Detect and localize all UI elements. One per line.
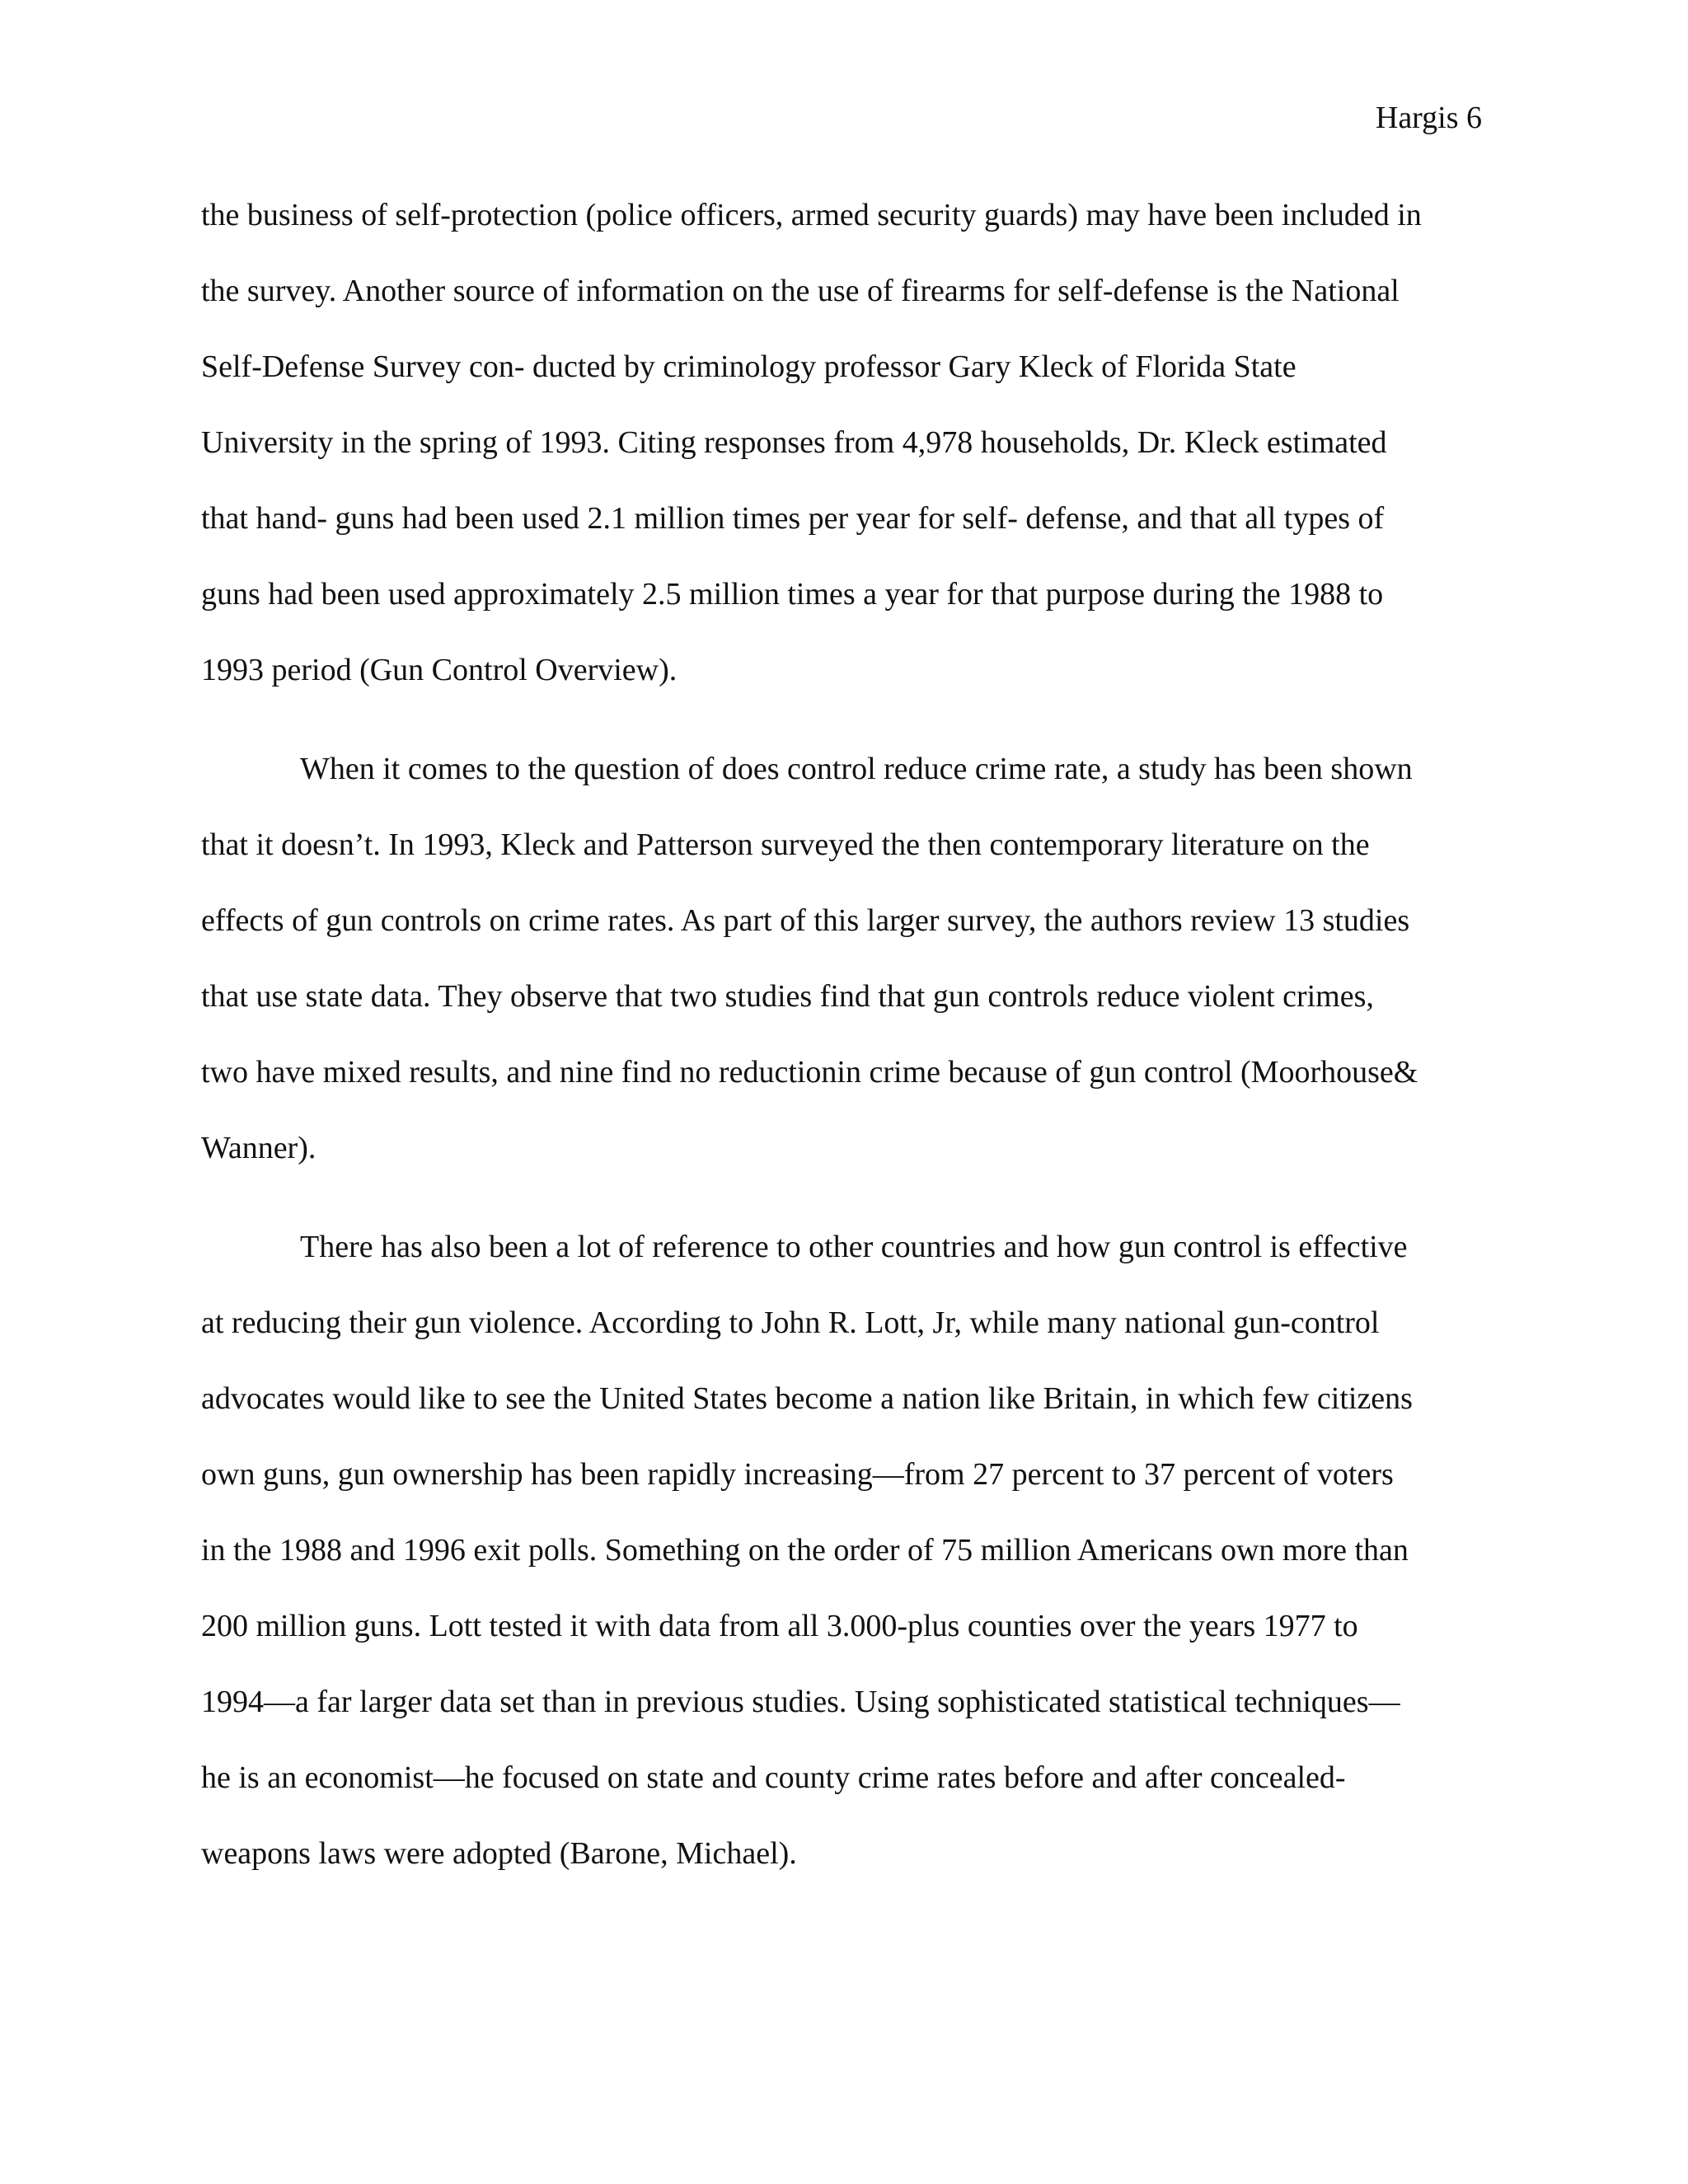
- text-line: the survey. Another source of information on the use of firearms for self-defense is the National: [201, 274, 1400, 308]
- text-line: that it doesn’t. In 1993, Kleck and Patterson surveyed the then contemporary literature on the: [201, 827, 1370, 862]
- text-line: own guns, gun ownership has been rapidly increasing—from 27 percent to 37 percent of voters: [201, 1457, 1394, 1492]
- text-line: Self-Defense Survey con- ducted by criminology professor Gary Kleck of Florida State: [201, 349, 1296, 384]
- text-line: When it comes to the question of does control reduce crime rate, a study has been shown: [300, 752, 1413, 786]
- text-line: 200 million guns. Lott tested it with data from all 3.000-plus counties over the years 1977 to: [201, 1609, 1358, 1643]
- text-line: Wanner).: [201, 1131, 316, 1165]
- text-line: he is an economist—he focused on state and county crime rates before and after concealed-: [201, 1760, 1346, 1795]
- text-line: 1993 period (Gun Control Overview).: [201, 653, 678, 687]
- text-line: weapons laws were adopted (Barone, Michael).: [201, 1836, 797, 1871]
- text-line: two have mixed results, and nine find no reductionin crime because of gun control (Moorhouse&: [201, 1055, 1418, 1090]
- text-line: University in the spring of 1993. Citing responses from 4,978 households, Dr. Kleck estimated: [201, 425, 1387, 460]
- text-line: There has also been a lot of reference to other countries and how gun control is effective: [300, 1230, 1408, 1264]
- text-line: guns had been used approximately 2.5 million times a year for that purpose during the 1988 to: [201, 577, 1384, 612]
- text-line: in the 1988 and 1996 exit polls. Something on the order of 75 million Americans own more than: [201, 1533, 1409, 1568]
- text-line: 1994—a far larger data set than in previous studies. Using sophisticated statistical techniques—: [201, 1685, 1400, 1719]
- text-line: at reducing their gun violence. According to John R. Lott, Jr, while many national gun-control: [201, 1305, 1380, 1340]
- text-line: the business of self-protection (police officers, armed security guards) may have been included in: [201, 198, 1422, 232]
- text-line: that use state data. They observe that two studies find that gun controls reduce violent crimes,: [201, 979, 1374, 1014]
- running-head: Hargis 6: [1375, 101, 1482, 135]
- text-line: that hand- guns had been used 2.1 million times per year for self- defense, and that all types of: [201, 501, 1385, 536]
- text-line: effects of gun controls on crime rates. As part of this larger survey, the authors review 13 studies: [201, 903, 1410, 938]
- text-line: advocates would like to see the United States become a nation like Britain, in which few citizens: [201, 1381, 1413, 1416]
